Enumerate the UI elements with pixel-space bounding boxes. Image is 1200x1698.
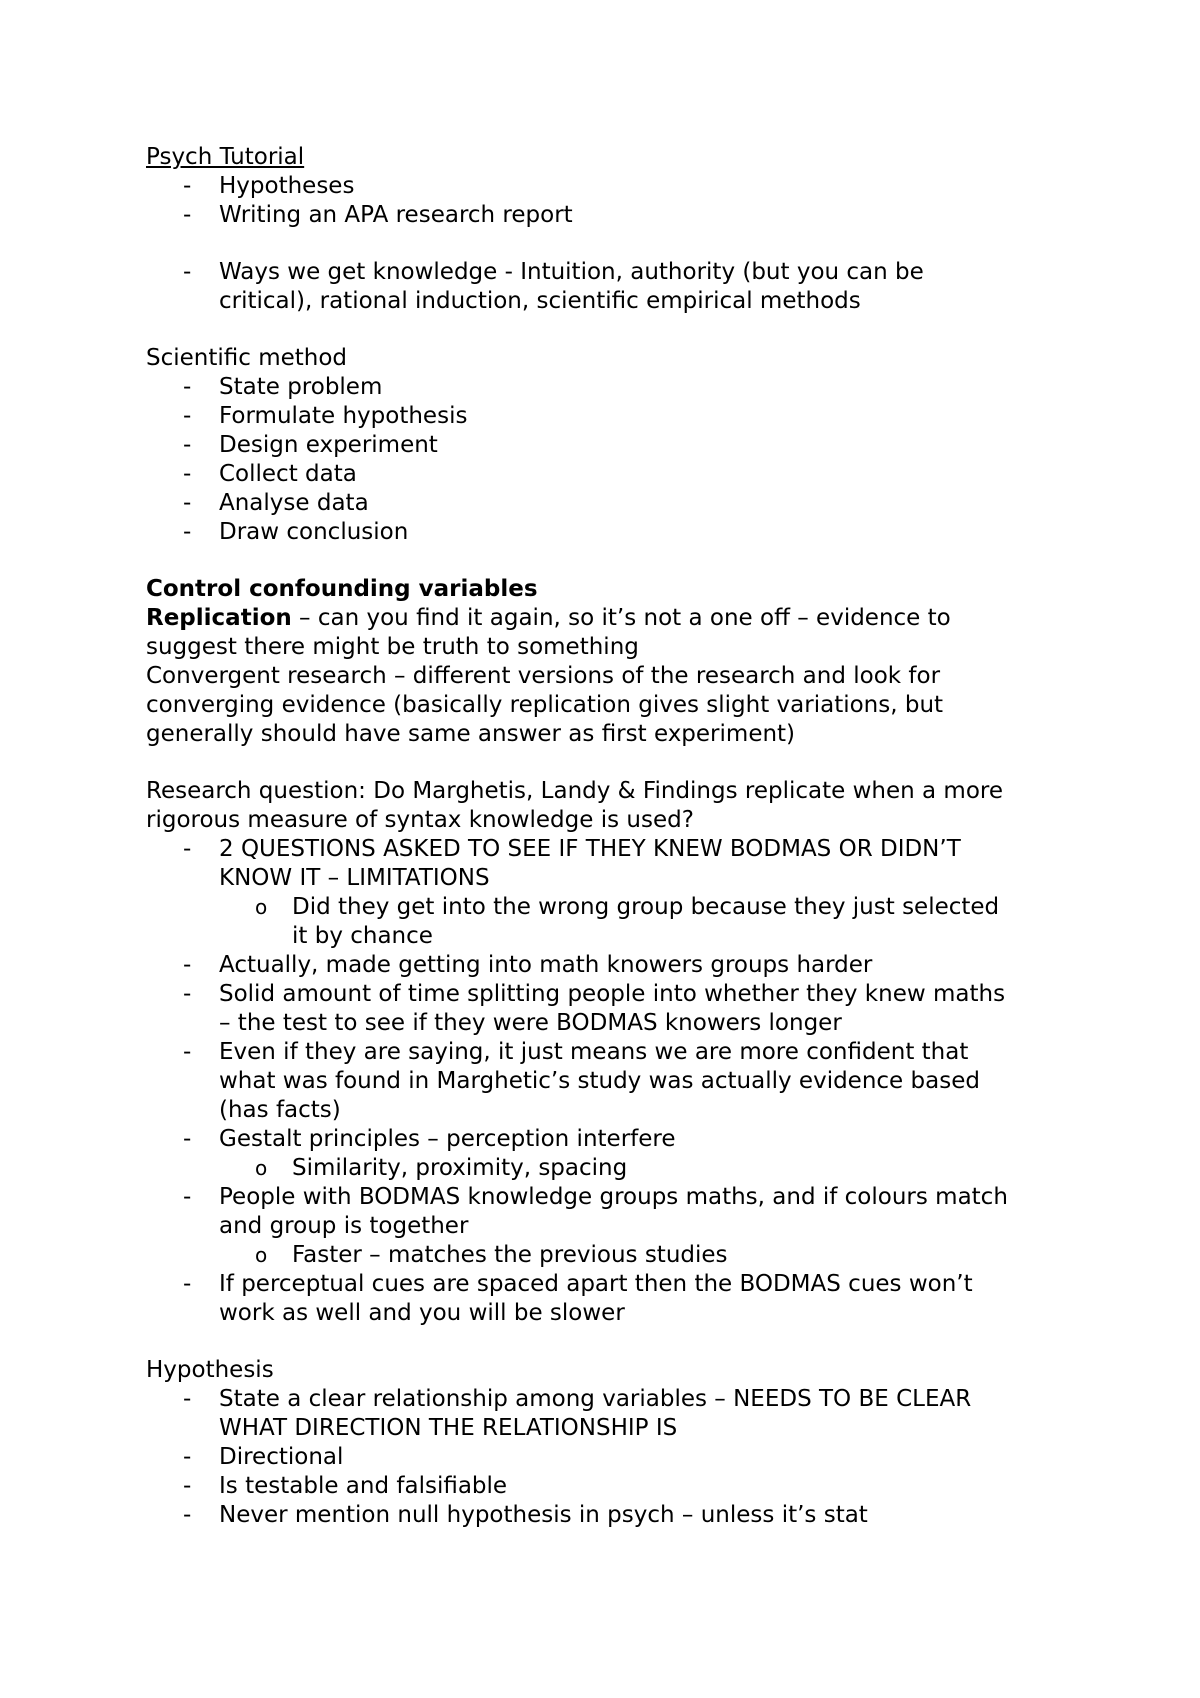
term-bold: Replication bbox=[146, 605, 292, 631]
list-item-continuation: critical), rational induction, scientific empirical methods bbox=[219, 288, 861, 314]
list-item: - State problem bbox=[183, 374, 383, 400]
list-item: - Writing an APA research report bbox=[183, 202, 573, 228]
list-item-continuation: WHAT DIRECTION THE RELATIONSHIP IS bbox=[219, 1415, 678, 1441]
paragraph-line: Research question: Do Marghetis, Landy & Findings replicate when a more bbox=[146, 778, 1004, 804]
list-item: - Collect data bbox=[183, 461, 357, 487]
list-item: - State a clear relationship among variables – NEEDS TO BE CLEAR bbox=[183, 1386, 972, 1412]
document-page bbox=[146, 143, 1086, 1530]
paragraph-line: Convergent research – different versions of the research and look for bbox=[146, 663, 941, 689]
list-item-continuation: what was found in Marghetic’s study was actually evidence based bbox=[219, 1068, 980, 1094]
list-item: - Directional bbox=[183, 1444, 344, 1470]
list-item: - Gestalt principles – perception interfere bbox=[183, 1126, 676, 1152]
list-item-continuation: and group is together bbox=[219, 1213, 469, 1239]
list-item-continuation: KNOW IT – LIMITATIONS bbox=[219, 865, 490, 891]
sub-list-item-continuation: it by chance bbox=[292, 923, 433, 949]
list-item: - If perceptual cues are spaced apart then the BODMAS cues won’t bbox=[183, 1271, 973, 1297]
paragraph-line: converging evidence (basically replication gives slight variations, but bbox=[146, 692, 944, 718]
dash-marker: - bbox=[183, 173, 192, 199]
list-item-continuation: work as well and you will be slower bbox=[219, 1300, 625, 1326]
sub-list-item: o Faster – matches the previous studies bbox=[255, 1242, 728, 1268]
paragraph-line: generally should have same answer as first experiment) bbox=[146, 721, 796, 747]
circle-marker: o bbox=[255, 895, 268, 919]
list-item: - Never mention null hypothesis in psych – unless it’s stat bbox=[183, 1502, 868, 1528]
paragraph-line: rigorous measure of syntax knowledge is used? bbox=[146, 807, 694, 833]
paragraph-line: Replication – can you find it again, so it’s not a one off – evidence to bbox=[146, 605, 951, 631]
sub-list-item: o Similarity, proximity, spacing bbox=[255, 1155, 628, 1181]
section-heading-bold: Control confounding variables bbox=[146, 576, 538, 602]
list-item: - Even if they are saying, it just means we are more confident that bbox=[183, 1039, 969, 1065]
sub-list-item: o Did they get into the wrong group because they just selected bbox=[255, 894, 1000, 920]
dash-marker: - bbox=[183, 202, 192, 228]
doc-title: Psych Tutorial bbox=[146, 144, 305, 170]
paragraph-line: suggest there might be truth to something bbox=[146, 634, 639, 660]
list-item: - Draw conclusion bbox=[183, 519, 409, 545]
list-item: - Analyse data bbox=[183, 490, 369, 516]
dash-marker: - bbox=[183, 259, 192, 285]
list-item-continuation: – the test to see if they were BODMAS knowers longer bbox=[219, 1010, 842, 1036]
section-heading: Hypothesis bbox=[146, 1357, 274, 1383]
list-item: - People with BODMAS knowledge groups maths, and if colours match bbox=[183, 1184, 1008, 1210]
list-item: - 2 QUESTIONS ASKED TO SEE IF THEY KNEW BODMAS OR DIDN’T bbox=[183, 836, 961, 862]
list-item: - Formulate hypothesis bbox=[183, 403, 468, 429]
section-heading: Scientific method bbox=[146, 345, 348, 371]
list-item: - Design experiment bbox=[183, 432, 438, 458]
list-item: - Actually, made getting into math knowers groups harder bbox=[183, 952, 873, 978]
list-item: - Hypotheses bbox=[183, 173, 355, 199]
list-item-continuation: (has facts) bbox=[219, 1097, 341, 1123]
list-item: - Is testable and falsifiable bbox=[183, 1473, 508, 1499]
list-item: - Solid amount of time splitting people into whether they knew maths bbox=[183, 981, 1006, 1007]
list-item: - Ways we get knowledge - Intuition, authority (but you can be bbox=[183, 259, 924, 285]
